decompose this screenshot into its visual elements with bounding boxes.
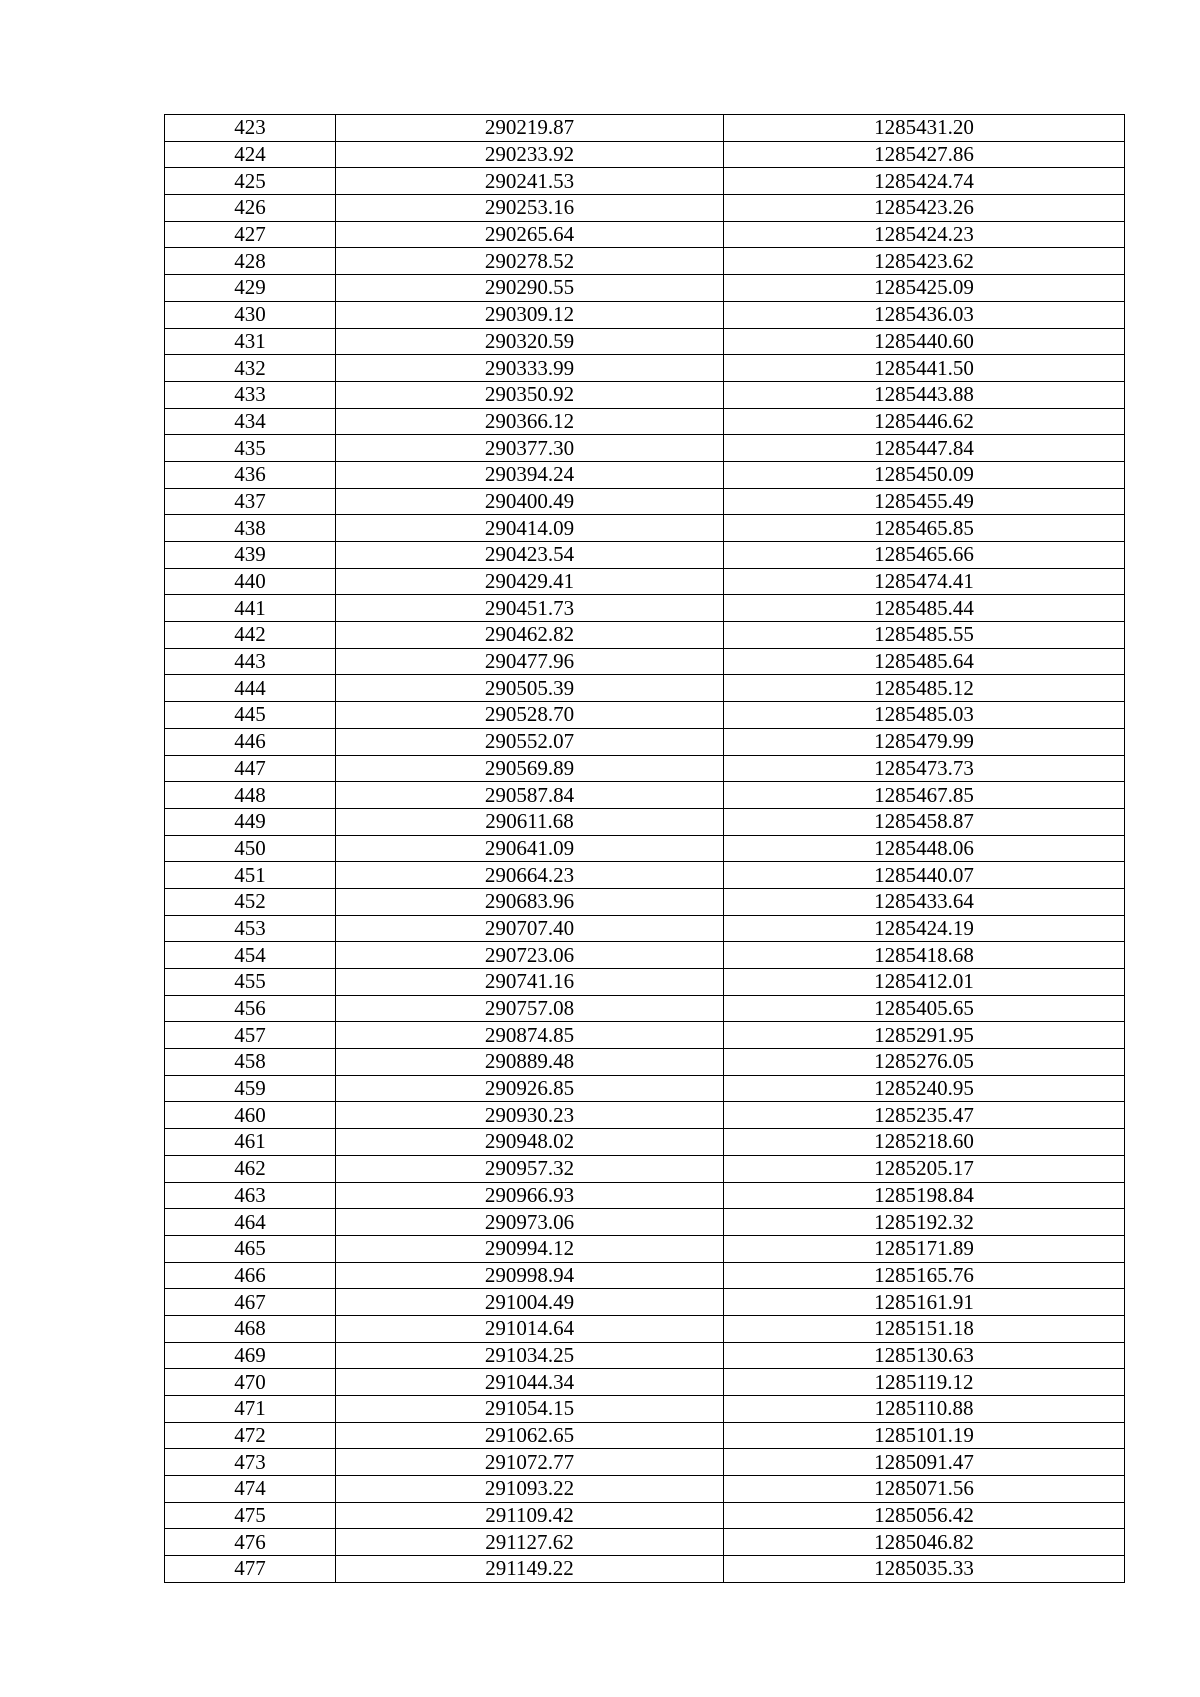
table-row — [165, 515, 1125, 542]
table-row — [165, 355, 1125, 382]
x-coordinate-cell: 290930.23 — [336, 1102, 724, 1129]
point-number-cell: 457 — [165, 1022, 336, 1049]
y-coordinate-cell: 1285458.87 — [724, 808, 1125, 835]
x-coordinate-cell: 290377.30 — [336, 435, 724, 462]
x-coordinate-cell: 290429.41 — [336, 568, 724, 595]
table-row — [165, 328, 1125, 355]
y-coordinate-cell: 1285446.62 — [724, 408, 1125, 435]
x-coordinate-cell: 290957.32 — [336, 1155, 724, 1182]
x-coordinate-cell: 290641.09 — [336, 835, 724, 862]
x-coordinate-cell: 290973.06 — [336, 1209, 724, 1236]
table-row — [165, 675, 1125, 702]
table-row — [165, 488, 1125, 515]
point-number-cell: 450 — [165, 835, 336, 862]
table-row — [165, 728, 1125, 755]
x-coordinate-cell: 290889.48 — [336, 1049, 724, 1076]
table-row — [165, 835, 1125, 862]
x-coordinate-cell: 291054.15 — [336, 1396, 724, 1423]
y-coordinate-cell: 1285418.68 — [724, 942, 1125, 969]
point-number-cell: 439 — [165, 542, 336, 569]
table-row — [165, 862, 1125, 889]
table-row — [165, 622, 1125, 649]
y-coordinate-cell: 1285447.84 — [724, 435, 1125, 462]
x-coordinate-cell: 291004.49 — [336, 1289, 724, 1316]
x-coordinate-cell: 290290.55 — [336, 275, 724, 302]
x-coordinate-cell: 291127.62 — [336, 1529, 724, 1556]
x-coordinate-cell: 290233.92 — [336, 141, 724, 168]
x-coordinate-cell: 290320.59 — [336, 328, 724, 355]
y-coordinate-cell: 1285485.44 — [724, 595, 1125, 622]
x-coordinate-cell: 290664.23 — [336, 862, 724, 889]
x-coordinate-cell: 290926.85 — [336, 1075, 724, 1102]
point-number-cell: 432 — [165, 355, 336, 382]
table-row — [165, 1529, 1125, 1556]
x-coordinate-cell: 290741.16 — [336, 969, 724, 996]
x-coordinate-cell: 290874.85 — [336, 1022, 724, 1049]
y-coordinate-cell: 1285046.82 — [724, 1529, 1125, 1556]
point-number-cell: 440 — [165, 568, 336, 595]
table-row — [165, 301, 1125, 328]
y-coordinate-cell: 1285192.32 — [724, 1209, 1125, 1236]
x-coordinate-cell: 290998.94 — [336, 1262, 724, 1289]
point-number-cell: 458 — [165, 1049, 336, 1076]
point-number-cell: 464 — [165, 1209, 336, 1236]
point-number-cell: 441 — [165, 595, 336, 622]
y-coordinate-cell: 1285405.65 — [724, 995, 1125, 1022]
x-coordinate-cell: 290528.70 — [336, 702, 724, 729]
y-coordinate-cell: 1285218.60 — [724, 1129, 1125, 1156]
x-coordinate-cell: 290414.09 — [336, 515, 724, 542]
y-coordinate-cell: 1285485.03 — [724, 702, 1125, 729]
y-coordinate-cell: 1285485.64 — [724, 648, 1125, 675]
point-number-cell: 471 — [165, 1396, 336, 1423]
x-coordinate-cell: 290587.84 — [336, 782, 724, 809]
point-number-cell: 449 — [165, 808, 336, 835]
point-number-cell: 463 — [165, 1182, 336, 1209]
table-row — [165, 808, 1125, 835]
point-number-cell: 472 — [165, 1422, 336, 1449]
table-row — [165, 1369, 1125, 1396]
y-coordinate-cell: 1285240.95 — [724, 1075, 1125, 1102]
y-coordinate-cell: 1285474.41 — [724, 568, 1125, 595]
x-coordinate-cell: 290423.54 — [336, 542, 724, 569]
y-coordinate-cell: 1285441.50 — [724, 355, 1125, 382]
table-row — [165, 381, 1125, 408]
x-coordinate-cell: 290569.89 — [336, 755, 724, 782]
point-number-cell: 469 — [165, 1342, 336, 1369]
x-coordinate-cell: 291044.34 — [336, 1369, 724, 1396]
y-coordinate-cell: 1285424.19 — [724, 915, 1125, 942]
point-number-cell: 467 — [165, 1289, 336, 1316]
x-coordinate-cell: 291109.42 — [336, 1502, 724, 1529]
x-coordinate-cell: 290477.96 — [336, 648, 724, 675]
y-coordinate-cell: 1285171.89 — [724, 1235, 1125, 1262]
y-coordinate-cell: 1285443.88 — [724, 381, 1125, 408]
y-coordinate-cell: 1285485.55 — [724, 622, 1125, 649]
table-row — [165, 168, 1125, 195]
y-coordinate-cell: 1285465.66 — [724, 542, 1125, 569]
x-coordinate-cell: 290366.12 — [336, 408, 724, 435]
table-row — [165, 1422, 1125, 1449]
x-coordinate-cell: 290350.92 — [336, 381, 724, 408]
table-row — [165, 942, 1125, 969]
y-coordinate-cell: 1285473.73 — [724, 755, 1125, 782]
y-coordinate-cell: 1285427.86 — [724, 141, 1125, 168]
x-coordinate-cell: 290723.06 — [336, 942, 724, 969]
table-row — [165, 408, 1125, 435]
x-coordinate-cell: 290219.87 — [336, 115, 724, 142]
x-coordinate-cell: 290400.49 — [336, 488, 724, 515]
y-coordinate-cell: 1285423.62 — [724, 248, 1125, 275]
coordinates-table-body — [165, 115, 1125, 1583]
y-coordinate-cell: 1285450.09 — [724, 461, 1125, 488]
y-coordinate-cell: 1285130.63 — [724, 1342, 1125, 1369]
table-row — [165, 141, 1125, 168]
point-number-cell: 433 — [165, 381, 336, 408]
point-number-cell: 470 — [165, 1369, 336, 1396]
table-row — [165, 1075, 1125, 1102]
point-number-cell: 468 — [165, 1315, 336, 1342]
point-number-cell: 455 — [165, 969, 336, 996]
x-coordinate-cell: 290253.16 — [336, 195, 724, 222]
x-coordinate-cell: 290707.40 — [336, 915, 724, 942]
y-coordinate-cell: 1285101.19 — [724, 1422, 1125, 1449]
x-coordinate-cell: 290265.64 — [336, 221, 724, 248]
x-coordinate-cell: 291072.77 — [336, 1449, 724, 1476]
table-row — [165, 782, 1125, 809]
x-coordinate-cell: 290462.82 — [336, 622, 724, 649]
point-number-cell: 434 — [165, 408, 336, 435]
point-number-cell: 429 — [165, 275, 336, 302]
point-number-cell: 465 — [165, 1235, 336, 1262]
x-coordinate-cell: 291093.22 — [336, 1476, 724, 1503]
y-coordinate-cell: 1285291.95 — [724, 1022, 1125, 1049]
x-coordinate-cell: 290394.24 — [336, 461, 724, 488]
y-coordinate-cell: 1285119.12 — [724, 1369, 1125, 1396]
y-coordinate-cell: 1285431.20 — [724, 115, 1125, 142]
point-number-cell: 428 — [165, 248, 336, 275]
y-coordinate-cell: 1285440.60 — [724, 328, 1125, 355]
table-row — [165, 1022, 1125, 1049]
point-number-cell: 426 — [165, 195, 336, 222]
x-coordinate-cell: 290309.12 — [336, 301, 724, 328]
y-coordinate-cell: 1285161.91 — [724, 1289, 1125, 1316]
x-coordinate-cell: 290333.99 — [336, 355, 724, 382]
table-row — [165, 1129, 1125, 1156]
x-coordinate-cell: 290241.53 — [336, 168, 724, 195]
y-coordinate-cell: 1285425.09 — [724, 275, 1125, 302]
point-number-cell: 466 — [165, 1262, 336, 1289]
coordinates-table — [164, 114, 1125, 1583]
y-coordinate-cell: 1285205.17 — [724, 1155, 1125, 1182]
y-coordinate-cell: 1285424.74 — [724, 168, 1125, 195]
table-row — [165, 888, 1125, 915]
point-number-cell: 462 — [165, 1155, 336, 1182]
table-row — [165, 1502, 1125, 1529]
x-coordinate-cell: 290451.73 — [336, 595, 724, 622]
point-number-cell: 423 — [165, 115, 336, 142]
point-number-cell: 454 — [165, 942, 336, 969]
table-row — [165, 221, 1125, 248]
point-number-cell: 444 — [165, 675, 336, 702]
table-row — [165, 915, 1125, 942]
y-coordinate-cell: 1285412.01 — [724, 969, 1125, 996]
table-row — [165, 1315, 1125, 1342]
y-coordinate-cell: 1285448.06 — [724, 835, 1125, 862]
table-row — [165, 1262, 1125, 1289]
x-coordinate-cell: 290948.02 — [336, 1129, 724, 1156]
point-number-cell: 451 — [165, 862, 336, 889]
y-coordinate-cell: 1285467.85 — [724, 782, 1125, 809]
table-row — [165, 461, 1125, 488]
point-number-cell: 446 — [165, 728, 336, 755]
y-coordinate-cell: 1285071.56 — [724, 1476, 1125, 1503]
point-number-cell: 443 — [165, 648, 336, 675]
x-coordinate-cell: 291062.65 — [336, 1422, 724, 1449]
table-row — [165, 435, 1125, 462]
point-number-cell: 437 — [165, 488, 336, 515]
point-number-cell: 476 — [165, 1529, 336, 1556]
point-number-cell: 447 — [165, 755, 336, 782]
table-row — [165, 1102, 1125, 1129]
table-row — [165, 115, 1125, 142]
y-coordinate-cell: 1285433.64 — [724, 888, 1125, 915]
table-row — [165, 542, 1125, 569]
y-coordinate-cell: 1285436.03 — [724, 301, 1125, 328]
point-number-cell: 453 — [165, 915, 336, 942]
table-row — [165, 248, 1125, 275]
table-row — [165, 995, 1125, 1022]
point-number-cell: 456 — [165, 995, 336, 1022]
point-number-cell: 430 — [165, 301, 336, 328]
table-row — [165, 1476, 1125, 1503]
y-coordinate-cell: 1285035.33 — [724, 1556, 1125, 1583]
table-row — [165, 648, 1125, 675]
y-coordinate-cell: 1285165.76 — [724, 1262, 1125, 1289]
x-coordinate-cell: 291149.22 — [336, 1556, 724, 1583]
y-coordinate-cell: 1285151.18 — [724, 1315, 1125, 1342]
table-row — [165, 1182, 1125, 1209]
table-row — [165, 1342, 1125, 1369]
table-row — [165, 1235, 1125, 1262]
point-number-cell: 431 — [165, 328, 336, 355]
point-number-cell: 424 — [165, 141, 336, 168]
table-row — [165, 1556, 1125, 1583]
y-coordinate-cell: 1285056.42 — [724, 1502, 1125, 1529]
y-coordinate-cell: 1285423.26 — [724, 195, 1125, 222]
point-number-cell: 474 — [165, 1476, 336, 1503]
y-coordinate-cell: 1285276.05 — [724, 1049, 1125, 1076]
table-row — [165, 755, 1125, 782]
point-number-cell: 448 — [165, 782, 336, 809]
y-coordinate-cell: 1285198.84 — [724, 1182, 1125, 1209]
x-coordinate-cell: 290552.07 — [336, 728, 724, 755]
table-row — [165, 195, 1125, 222]
table-row — [165, 595, 1125, 622]
point-number-cell: 452 — [165, 888, 336, 915]
x-coordinate-cell: 290683.96 — [336, 888, 724, 915]
table-row — [165, 568, 1125, 595]
x-coordinate-cell: 290966.93 — [336, 1182, 724, 1209]
x-coordinate-cell: 290278.52 — [336, 248, 724, 275]
point-number-cell: 438 — [165, 515, 336, 542]
x-coordinate-cell: 290757.08 — [336, 995, 724, 1022]
point-number-cell: 442 — [165, 622, 336, 649]
point-number-cell: 473 — [165, 1449, 336, 1476]
table-row — [165, 1289, 1125, 1316]
y-coordinate-cell: 1285465.85 — [724, 515, 1125, 542]
point-number-cell: 459 — [165, 1075, 336, 1102]
point-number-cell: 425 — [165, 168, 336, 195]
y-coordinate-cell: 1285440.07 — [724, 862, 1125, 889]
point-number-cell: 445 — [165, 702, 336, 729]
x-coordinate-cell: 290994.12 — [336, 1235, 724, 1262]
table-row — [165, 1396, 1125, 1423]
y-coordinate-cell: 1285479.99 — [724, 728, 1125, 755]
point-number-cell: 427 — [165, 221, 336, 248]
y-coordinate-cell: 1285091.47 — [724, 1449, 1125, 1476]
point-number-cell: 475 — [165, 1502, 336, 1529]
y-coordinate-cell: 1285424.23 — [724, 221, 1125, 248]
table-row — [165, 1209, 1125, 1236]
x-coordinate-cell: 290611.68 — [336, 808, 724, 835]
table-row — [165, 1449, 1125, 1476]
point-number-cell: 436 — [165, 461, 336, 488]
x-coordinate-cell: 291014.64 — [336, 1315, 724, 1342]
x-coordinate-cell: 290505.39 — [336, 675, 724, 702]
point-number-cell: 460 — [165, 1102, 336, 1129]
y-coordinate-cell: 1285235.47 — [724, 1102, 1125, 1129]
table-row — [165, 1049, 1125, 1076]
y-coordinate-cell: 1285485.12 — [724, 675, 1125, 702]
point-number-cell: 435 — [165, 435, 336, 462]
table-row — [165, 275, 1125, 302]
point-number-cell: 461 — [165, 1129, 336, 1156]
table-row — [165, 702, 1125, 729]
point-number-cell: 477 — [165, 1556, 336, 1583]
x-coordinate-cell: 291034.25 — [336, 1342, 724, 1369]
table-row — [165, 969, 1125, 996]
y-coordinate-cell: 1285455.49 — [724, 488, 1125, 515]
y-coordinate-cell: 1285110.88 — [724, 1396, 1125, 1423]
table-row — [165, 1155, 1125, 1182]
